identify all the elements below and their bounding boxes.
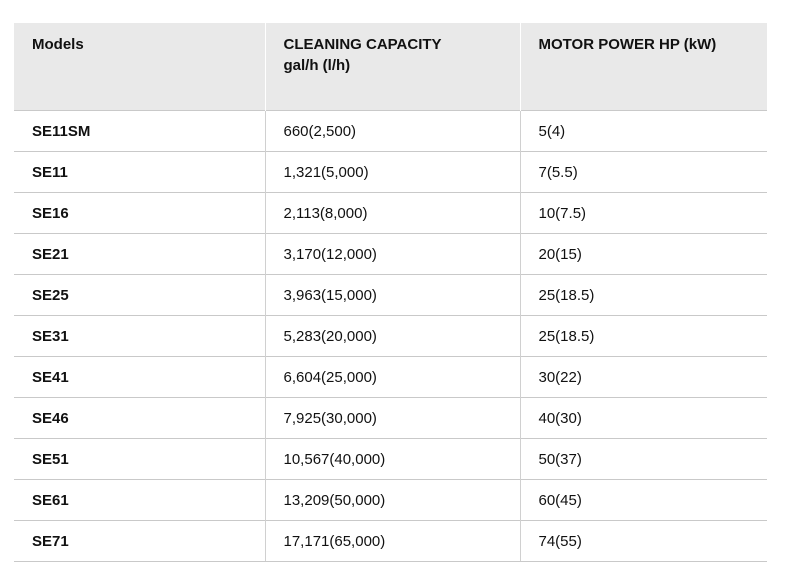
cell-capacity: 2,113(8,000): [265, 193, 520, 234]
cell-capacity: 5,283(20,000): [265, 316, 520, 357]
table-row: [14, 152, 767, 193]
cell-model: SE71: [14, 521, 265, 562]
table-row: [14, 521, 767, 562]
cell-model: SE11: [14, 152, 265, 193]
header-cleaning-capacity: [265, 23, 520, 111]
table-row: [14, 480, 767, 521]
cell-capacity: 7,925(30,000): [265, 398, 520, 439]
cell-capacity: 3,963(15,000): [265, 275, 520, 316]
header-models-label: Models: [32, 36, 84, 53]
cell-model: SE25: [14, 275, 265, 316]
specifications-table: [14, 23, 767, 562]
table-row: [14, 439, 767, 480]
cell-capacity: 660(2,500): [265, 111, 520, 152]
cell-model: SE61: [14, 480, 265, 521]
cell-power: 25(18.5): [520, 316, 767, 357]
cell-model: SE16: [14, 193, 265, 234]
cell-model: SE21: [14, 234, 265, 275]
table-header: [14, 23, 767, 111]
table-body: [14, 111, 767, 562]
header-capacity-label: CLEANING CAPACITY: [283, 36, 442, 53]
cell-power: 10(7.5): [520, 193, 767, 234]
table-row: [14, 275, 767, 316]
cell-model: SE31: [14, 316, 265, 357]
header-power-label: MOTOR POWER HP (kW): [538, 36, 717, 53]
table-row: [14, 111, 767, 152]
header-capacity-unit: gal/h (l/h): [283, 57, 351, 74]
header-motor-power: [520, 23, 767, 111]
cell-power: 30(22): [520, 357, 767, 398]
cell-model: SE51: [14, 439, 265, 480]
cell-power: 50(37): [520, 439, 767, 480]
table-row: [14, 398, 767, 439]
cell-capacity: 10,567(40,000): [265, 439, 520, 480]
cell-model: SE11SM: [14, 111, 265, 152]
cell-power: 60(45): [520, 480, 767, 521]
header-models: [14, 23, 265, 111]
cell-power: 7(5.5): [520, 152, 767, 193]
cell-model: SE41: [14, 357, 265, 398]
table-row: [14, 357, 767, 398]
cell-power: 40(30): [520, 398, 767, 439]
header-row: [14, 23, 767, 111]
cell-capacity: 3,170(12,000): [265, 234, 520, 275]
table-row: [14, 316, 767, 357]
table-row: [14, 234, 767, 275]
cell-model: SE46: [14, 398, 265, 439]
cell-power: 74(55): [520, 521, 767, 562]
cell-power: 25(18.5): [520, 275, 767, 316]
cell-capacity: 17,171(65,000): [265, 521, 520, 562]
cell-power: 20(15): [520, 234, 767, 275]
cell-power: 5(4): [520, 111, 767, 152]
cell-capacity: 13,209(50,000): [265, 480, 520, 521]
table-row: [14, 193, 767, 234]
cell-capacity: 6,604(25,000): [265, 357, 520, 398]
cell-capacity: 1,321(5,000): [265, 152, 520, 193]
